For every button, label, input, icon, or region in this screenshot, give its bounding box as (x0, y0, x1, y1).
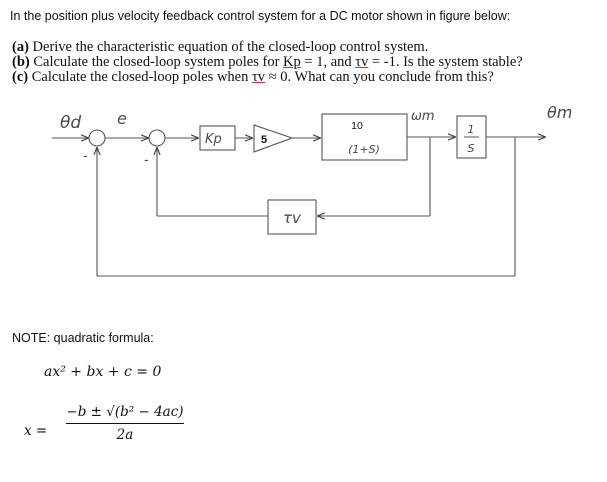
quadratic-equation: ax² + bx + c = 0 (44, 364, 162, 380)
error-label: e (117, 109, 127, 128)
input-label: θd (60, 113, 82, 133)
formula-numerator: −b ± √(b² − 4ac) (66, 404, 184, 424)
amplifier-gain-label: 5 (261, 134, 268, 146)
motor-denominator: (1+S) (348, 143, 380, 156)
position-summing-junction (89, 130, 105, 146)
question-c-label: (c) (12, 69, 29, 85)
velocity-label: ωm (411, 109, 435, 124)
kp-label: Kp (205, 132, 222, 147)
question-b-text-pre: Calculate the closed-loop system poles for (33, 54, 284, 70)
integrator-denominator: S (467, 142, 475, 155)
formula-fraction (66, 404, 184, 443)
output-label: θm (547, 103, 573, 122)
velocity-minus-sign: - (144, 153, 149, 168)
question-c-text-post: ≈ 0. What can you conclude from this? (265, 69, 494, 85)
tau-label: τv (283, 209, 301, 227)
question-b-text-mid: = 1, and (300, 54, 356, 70)
question-b-tau-symbol: τv (355, 54, 369, 70)
question-c-tau-symbol: τv (251, 69, 266, 85)
question-a-label: (a) (12, 39, 29, 55)
question-b-label: (b) (12, 54, 30, 70)
integrator-numerator: 1 (467, 123, 475, 136)
note-heading: NOTE: quadratic formula: (12, 331, 154, 345)
formula-lhs: x = (24, 423, 48, 439)
formula-denominator: 2a (116, 427, 134, 443)
question-b-text-post: = -1. Is the system stable? (368, 54, 523, 70)
question-b-kp-symbol: Kp (283, 54, 301, 70)
velocity-summing-junction (149, 130, 165, 146)
question-c-text-pre: Calculate the closed-loop poles when (31, 69, 252, 85)
position-minus-sign: - (83, 149, 88, 164)
motor-numerator: 10 (351, 120, 363, 132)
amplifier-block (254, 125, 292, 152)
problem-intro: In the position plus velocity feedback control system for a DC motor shown in figure below: (10, 9, 511, 23)
question-a-text: Derive the characteristic equation of the closed-loop control system. (32, 39, 429, 55)
